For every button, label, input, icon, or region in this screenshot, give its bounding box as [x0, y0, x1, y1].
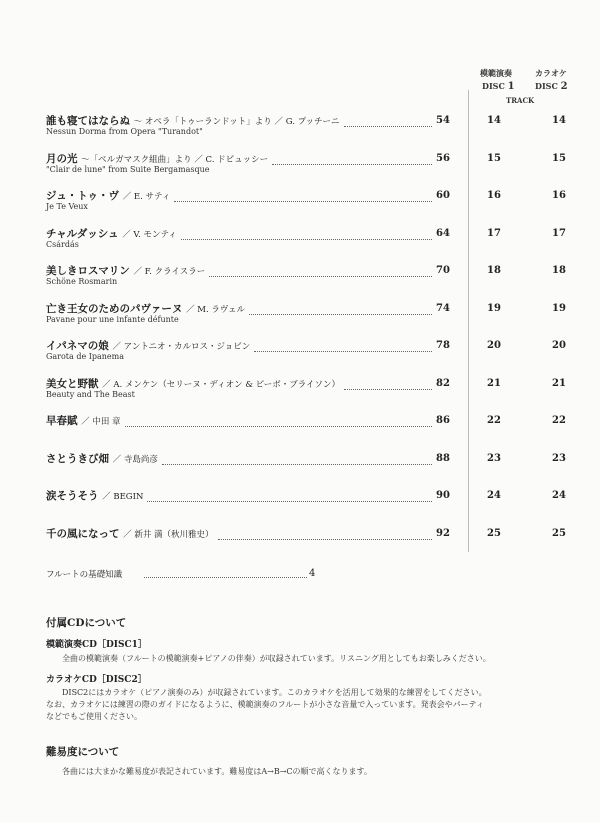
- disc2-text-1: DISC2にはカラオケ（ピアノ演奏のみ）が収録されています。このカラオケを活用して効果的な練習をしてください。: [62, 688, 487, 697]
- song-title-line: [46, 488, 143, 503]
- song-row: [0, 526, 600, 556]
- disc2-text-2: なお、カラオケには練習の際のガイドになるように、模範演奏のフルートが小さな音量で入っています。発表会やパーティ: [46, 700, 484, 709]
- cd-section-title: 付属CDについて: [46, 617, 127, 629]
- song-title: 月の光: [46, 153, 78, 165]
- disc1-track: 15: [487, 153, 501, 164]
- song-page: 88: [436, 453, 450, 464]
- song-title-line: [46, 301, 245, 316]
- song-row: [0, 488, 600, 518]
- song-title: ジュ・トゥ・ヴ: [46, 190, 120, 202]
- song-page: 90: [436, 490, 450, 501]
- song-row: [0, 151, 600, 181]
- dot-leader: [125, 426, 432, 427]
- song-composer: ／ A. メンケン（セリーヌ・ディオン & ピーボ・ブライソン）: [102, 380, 341, 390]
- song-composer: ／ V. モンティ: [122, 230, 177, 240]
- disc2-track: 16: [552, 190, 566, 201]
- difficulty-text: 各曲には大まかな難易度が表記されています。難易度はA→B→Cの順で高くなります。: [62, 767, 372, 776]
- col2-header: カラオケ: [535, 68, 567, 78]
- song-title-line: [46, 263, 205, 278]
- song-english-title: Csárdás: [46, 240, 79, 249]
- col1-header: 模範演奏: [480, 68, 512, 78]
- song-english-title: Pavane pour une infante défunte: [46, 315, 179, 324]
- song-english-title: Nessun Dorma from Opera "Turandot": [46, 127, 203, 136]
- song-english-title: "Clair de lune" from Suite Bergamasque: [46, 165, 210, 174]
- song-page: 78: [436, 340, 450, 351]
- song-title: 誰も寝てはならぬ: [46, 115, 130, 127]
- disc1-track: 23: [487, 453, 501, 464]
- song-title: イパネマの娘: [46, 340, 109, 352]
- song-page: 86: [436, 415, 450, 426]
- song-title-line: [46, 226, 177, 241]
- disc2-track: 23: [552, 453, 566, 464]
- song-composer: ／ BEGIN: [102, 492, 144, 502]
- disc2-track: 14: [552, 115, 566, 126]
- song-english-title: Garota de Ipanema: [46, 352, 125, 361]
- disc2-track: 25: [552, 528, 566, 539]
- disc2-track: 19: [552, 303, 566, 314]
- basics-label: フルートの基礎知識: [46, 570, 123, 580]
- difficulty-title: 難易度について: [46, 746, 120, 758]
- dot-leader: [344, 389, 432, 390]
- disc2-header: [535, 81, 568, 92]
- disc1-prefix: DISC: [482, 81, 505, 91]
- disc2-text-3: などでもご使用ください。: [46, 712, 142, 721]
- song-composer: ／ 中田 章: [81, 417, 121, 427]
- song-title: 美女と野獣: [46, 378, 99, 390]
- song-title-line: [46, 338, 250, 353]
- song-title-line: [46, 113, 340, 128]
- disc2-track: 17: [552, 228, 566, 239]
- disc1-heading: 模範演奏CD［DISC1］: [46, 640, 147, 650]
- song-page: 92: [436, 528, 450, 539]
- song-title: 亡き王女のためのパヴァーヌ: [46, 303, 183, 315]
- dot-leader: [254, 351, 432, 352]
- song-row: [0, 413, 600, 443]
- song-title: さとうきび畑: [46, 453, 109, 465]
- disc1-track: 21: [487, 378, 501, 389]
- track-header: TRACK: [506, 96, 535, 105]
- disc1-track: 16: [487, 190, 501, 201]
- dot-leader: [147, 501, 432, 502]
- dot-leader: [174, 201, 432, 202]
- song-title: 美しきロスマリン: [46, 265, 130, 277]
- song-title: 千の風になって: [46, 528, 120, 540]
- song-row: [0, 338, 600, 368]
- song-row: [0, 263, 600, 293]
- song-english-title: Schöne Rosmarin: [46, 277, 118, 286]
- song-page: 64: [436, 228, 450, 239]
- song-title-line: [46, 188, 170, 203]
- song-row: [0, 226, 600, 256]
- basics-page: 4: [309, 568, 316, 579]
- song-title-line: [46, 413, 121, 428]
- song-composer: ／ 寺島尚彦: [112, 455, 158, 465]
- song-row: [0, 301, 600, 331]
- disc2-track: 22: [552, 415, 566, 426]
- song-page: 56: [436, 153, 450, 164]
- song-page: 82: [436, 378, 450, 389]
- song-composer: ／ E. サティ: [122, 192, 171, 202]
- disc1-track: 22: [487, 415, 501, 426]
- dot-leader: [249, 314, 432, 315]
- disc1-track: 19: [487, 303, 501, 314]
- dot-leader: [272, 164, 432, 165]
- disc2-prefix: DISC: [535, 81, 558, 91]
- disc2-track: 18: [552, 265, 566, 276]
- song-english-title: Beauty and The Beast: [46, 390, 135, 399]
- basics-leader: [144, 577, 307, 578]
- disc1-header: [482, 81, 515, 92]
- song-composer: ／ F. クライスラー: [133, 267, 206, 277]
- song-english-title: Je Te Veux: [46, 202, 88, 211]
- song-title-line: [46, 451, 158, 466]
- disc1-track: 25: [487, 528, 501, 539]
- song-title: 早春賦: [46, 415, 78, 427]
- disc2-track: 21: [552, 378, 566, 389]
- song-composer: ／ 新井 満（秋川雅史）: [123, 530, 214, 540]
- song-composer: ／ アントニオ・カルロス・ジョビン: [112, 342, 251, 352]
- song-composer: 〜「ベルガマスク組曲」より ／ C. ドビュッシー: [81, 155, 269, 165]
- dot-leader: [218, 539, 432, 540]
- dot-leader: [209, 276, 432, 277]
- song-page: 70: [436, 265, 450, 276]
- song-title-line: [46, 151, 268, 166]
- song-title: チャルダッシュ: [46, 228, 119, 240]
- dot-leader: [162, 464, 432, 465]
- song-page: 54: [436, 115, 450, 126]
- song-page: 60: [436, 190, 450, 201]
- disc1-track: 18: [487, 265, 501, 276]
- disc1-track: 20: [487, 340, 501, 351]
- song-page: 74: [436, 303, 450, 314]
- disc2-track: 24: [552, 490, 566, 501]
- song-title-line: [46, 376, 340, 391]
- song-row: [0, 113, 600, 143]
- disc1-text: 全曲の模範演奏（フルートの模範演奏+ピアノの伴奏）が収録されています。リスニング用としてもお楽しみください。: [62, 654, 491, 663]
- song-composer: 〜 オペラ「トゥーランドット」より ／ G. プッチーニ: [133, 117, 340, 127]
- disc2-track: 20: [552, 340, 566, 351]
- disc1-track: 24: [487, 490, 501, 501]
- disc2-heading: カラオケCD［DISC2］: [46, 675, 147, 685]
- dot-leader: [181, 239, 432, 240]
- song-row: [0, 376, 600, 406]
- disc1-track: 14: [487, 115, 501, 126]
- song-row: [0, 188, 600, 218]
- song-composer: ／ M. ラヴェル: [186, 305, 246, 315]
- dot-leader: [344, 126, 432, 127]
- disc2-track: 15: [552, 153, 566, 164]
- song-row: [0, 451, 600, 481]
- disc1-number: 1: [507, 81, 515, 92]
- song-title-line: [46, 526, 214, 541]
- disc2-number: 2: [560, 81, 568, 92]
- song-title: 涙そうそう: [46, 490, 99, 502]
- disc1-track: 17: [487, 228, 501, 239]
